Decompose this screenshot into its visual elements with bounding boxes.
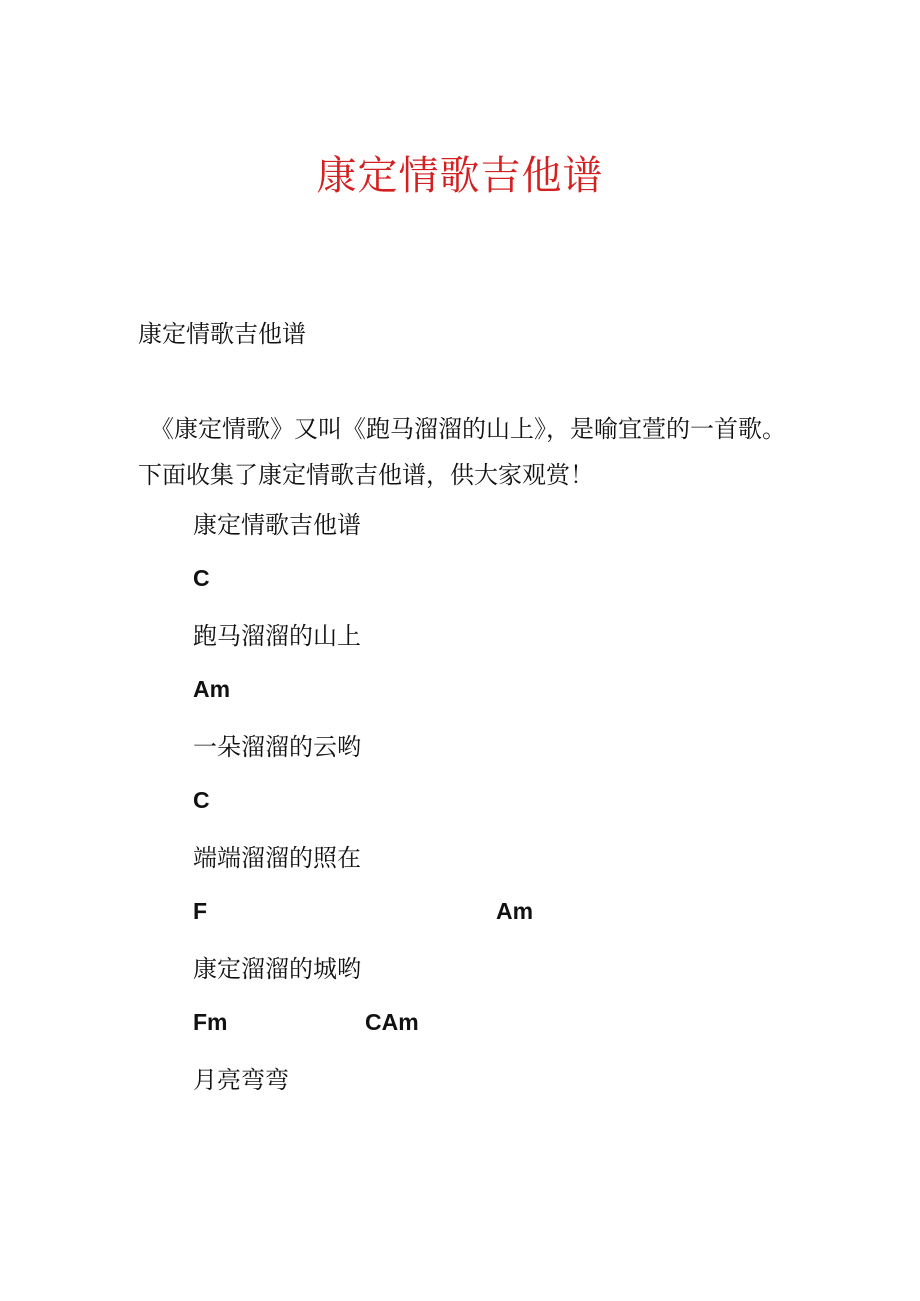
chord-am-1: Am [193, 676, 231, 702]
chord-am-2: Am [496, 898, 534, 924]
intro-paragraph: 《康定情歌》又叫《跑马溜溜的山上》，是喻宜萱的一首歌。下面收集了康定情歌吉他谱，供大家观赏！ [138, 415, 786, 489]
chord-c-2: C [193, 787, 210, 813]
lyric-line-4: 康定溜溜的城哟 [193, 955, 361, 983]
sheet-title: 康定情歌吉他谱 [193, 511, 361, 539]
page-title: 康定情歌吉他谱 [316, 153, 604, 199]
chord-f: F [193, 898, 208, 924]
lyric-line-1: 跑马溜溜的山上 [193, 622, 361, 650]
chord-fm: Fm [193, 1009, 228, 1035]
lyric-line-2: 一朵溜溜的云哟 [193, 733, 361, 761]
lyric-line-5: 月亮弯弯 [193, 1066, 289, 1094]
section-heading: 康定情歌吉他谱 [138, 320, 306, 348]
chord-c-1: C [193, 565, 210, 591]
chord-cam: CAm [365, 1009, 419, 1035]
lyric-line-3: 端端溜溜的照在 [193, 844, 361, 872]
